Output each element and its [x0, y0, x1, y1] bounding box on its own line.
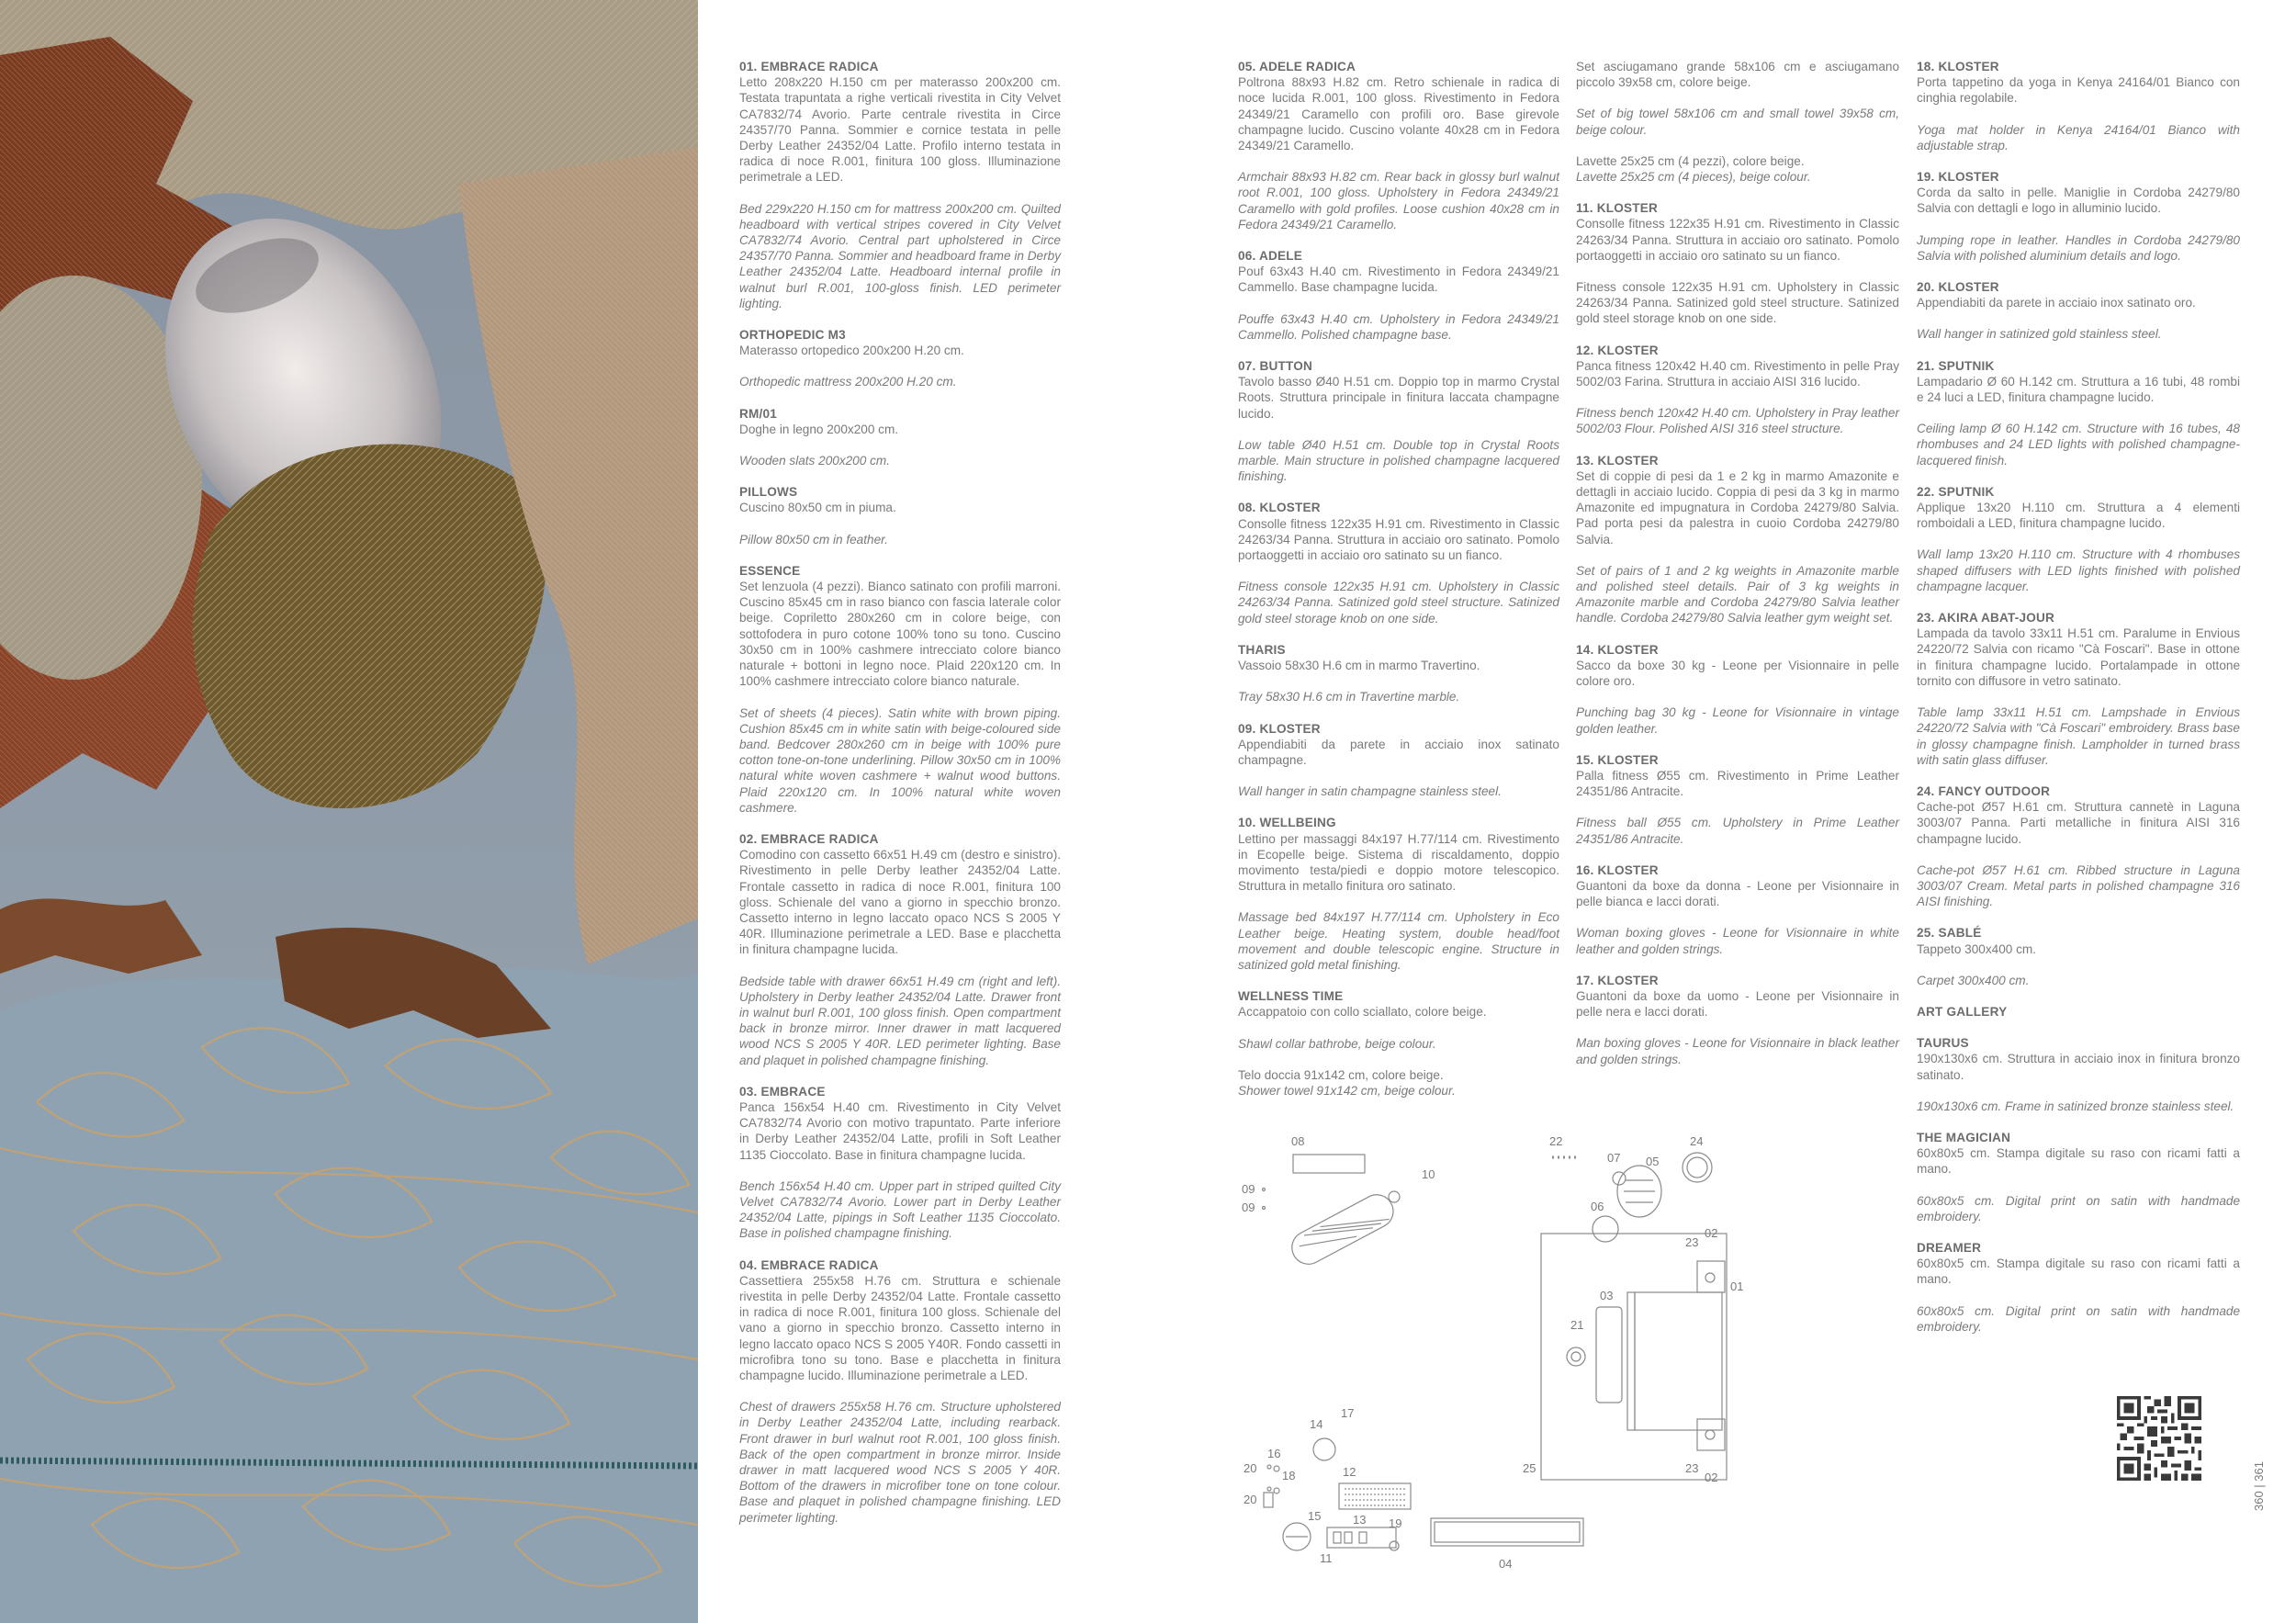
entry-text-english: Set of pairs of 1 and 2 kg weights in Amazonite marble and polished steel details. Pair of 3 kg weights in Amazonite marble and Cordoba 24279/80 Salvia leather handle. Cordoba 24279/80 Salvia leather gym weight set. [1576, 563, 1899, 626]
entry-text-italian: Fitness console 122x35 H.91 cm. Upholstery in Classic 24263/34 Panna. Satinized gold steel structure. Satinized gold steel storage knob on one side. [1576, 280, 1899, 326]
entry-text-english: Yoga mat holder in Kenya 24164/01 Bianco with adjustable strap. [1917, 122, 2240, 152]
entry-text-english: Wall hanger in satinized gold stainless steel. [1917, 327, 2162, 342]
plan-label: 21 [1570, 1318, 1584, 1332]
entry-heading: 08. KLOSTER [1238, 501, 1321, 515]
entry-text-english: Fitness bench 120x42 H.40 cm. Upholstery in Pray leather 5002/03 Flour. Polished AISI 316 steel structure. [1576, 406, 1899, 436]
catalog-entry [1917, 1130, 2240, 1224]
entry-text-italian: Panca fitness 120x42 H.40 cm. Rivestimento in pelle Pray 5002/03 Farina. Struttura in acciaio AISI 316 lucido. [1576, 358, 1899, 389]
text-column-3 [1576, 59, 1899, 1083]
catalog-entry [1917, 358, 2240, 468]
qr-code-icon[interactable] [2117, 1396, 2201, 1481]
plan-label: 09 [1242, 1200, 1255, 1214]
plan-label: 15 [1308, 1509, 1322, 1523]
catalog-entry [739, 327, 1061, 390]
entry-heading: 18. KLOSTER [1917, 60, 1999, 73]
entry-text-english: Shower towel 91x142 cm, beige colour. [1238, 1083, 1456, 1098]
entry-heading: WELLNESS TIME [1238, 989, 1344, 1004]
plan-label: 03 [1600, 1289, 1614, 1302]
catalog-entry [1238, 721, 1559, 800]
entry-text-english: Cache-pot Ø57 H.61 cm. Ribbed structure in Laguna 3003/07 Cream. Metal parts in polished champagne 316 AISI finishing. [1917, 862, 2240, 909]
entry-heading: ORTHOPEDIC M3 [739, 328, 846, 343]
entry-heading: 10. WELLBEING [1238, 816, 1336, 830]
entry-text-english: Low table Ø40 H.51 cm. Double top in Crystal Roots marble. Main structure in polished champagne lacquered finishing. [1238, 437, 1559, 484]
entry-heading: 13. KLOSTER [1576, 453, 1659, 468]
catalog-entry [739, 1084, 1061, 1242]
plan-label: 10 [1422, 1167, 1435, 1181]
entry-text-english: Pillow 80x50 cm in feather. [739, 532, 888, 547]
entry-text-italian: Palla fitness Ø55 cm. Rivestimento in Prime Leather 24351/86 Antracite. [1576, 768, 1899, 799]
catalog-entry [1917, 1035, 2240, 1114]
entry-text-english: 60x80x5 cm. Digital print on satin with handmade embroidery. [1917, 1193, 2240, 1223]
entry-heading: THE MAGICIAN [1917, 1130, 2011, 1144]
entry-text-english: Tray 58x30 H.6 cm in Travertine marble. [1238, 690, 1460, 704]
catalog-entry [1238, 988, 1559, 1099]
entry-text-italian: Consolle fitness 122x35 H.91 cm. Rivestimento in Classic 24263/34 Panna. Struttura in acciaio oro satinato. Pomolo portaoggetti in acciaio oro satinato su un fianco. [1576, 217, 1899, 263]
entry-text-english: 60x80x5 cm. Digital print on satin with handmade embroidery. [1917, 1303, 2240, 1334]
plan-label: 18 [1282, 1469, 1296, 1482]
catalog-entry [1238, 815, 1559, 973]
catalog-entry [1917, 1240, 2240, 1335]
plan-label: 11 [1320, 1551, 1333, 1565]
entry-text-english: Set of big towel 58x106 cm and small towel 39x58 cm, beige colour. [1576, 107, 1899, 137]
plan-label: 05 [1646, 1155, 1660, 1168]
plan-label: 02 [1705, 1471, 1718, 1484]
plan-label: 17 [1341, 1406, 1355, 1420]
plan-label: 22 [1549, 1134, 1563, 1148]
entry-text-italian: Set asciugamano grande 58x106 cm e asciugamano piccolo 39x58 cm, colore beige. [1576, 60, 1899, 90]
entry-text-italian: Lampadario Ø 60 H.142 cm. Struttura a 16 tubi, 48 rombi e 24 luci a LED, finitura champagne lucido. [1917, 374, 2240, 405]
catalog-entry [739, 1257, 1061, 1526]
entry-text-english: Man boxing gloves - Leone for Visionnaire in black leather and golden strings. [1576, 1036, 1899, 1066]
entry-text-english: Pouffe 63x43 H.40 cm. Upholstery in Fedora 24349/21 Cammello. Polished champagne base. [1238, 311, 1559, 342]
entry-text-english: Set of sheets (4 pieces). Satin white with brown piping. Cushion 85x45 cm in white satin with beige-coloured side band. Bedcover 280x260 cm in beige with 100% pure cotton tone-on-tone underlining. Pillow 30x50 cm in 100% natural white woven cashmere + walnut wood buttons. Plaid 220x120 cm. In 100% natural white woven cashmere. [739, 705, 1061, 815]
catalog-entry [739, 484, 1061, 547]
entry-text-italian: Set di coppie di pesi da 1 e 2 kg in marmo Amazonite e dettagli in acciaio lucido. Coppia di pesi da 3 kg in marmo Amazonite ed impugnatura in Cordoba 24279/80 Salvia. Pad porta pesi da palestra in cuoio Cordoba 24279/80 Salvia. [1576, 468, 1899, 547]
catalog-entry [1576, 200, 1899, 326]
entry-heading: ESSENCE [739, 563, 801, 578]
catalog-entry [1576, 973, 1899, 1067]
entry-heading: 06. ADELE [1238, 249, 1303, 264]
entry-heading: 16. KLOSTER [1576, 862, 1659, 877]
catalog-entry [1576, 752, 1899, 847]
catalog-entry [1238, 500, 1559, 626]
entry-text-english: Fitness ball Ø55 cm. Upholstery in Prime Leather 24351/86 Antracite. [1576, 816, 1899, 846]
entry-heading: 22. SPUTNIK [1917, 484, 1995, 499]
entry-text-italian: Doghe in legno 200x200 cm. [739, 422, 899, 436]
entry-text-italian: Poltrona 88x93 H.82 cm. Retro schienale in radica di noce lucida R.001, 100 gloss. Rivestimento in Fedora 24349/21 Caramello con profili oro. Base girevole champagne lucido. Cuscino volante 40x28 cm in Fedora 24349/21 Caramello. [1238, 75, 1559, 153]
entry-text-italian: Telo doccia 91x142 cm, colore beige. [1238, 1067, 1444, 1082]
entry-text-italian: Consolle fitness 122x35 H.91 cm. Rivestimento in Classic 24263/34 Panna. Struttura in acciaio oro satinato. Pomolo portaoggetti in acciaio oro satinato su un fianco. [1238, 516, 1559, 563]
entry-text-italian: Panca 156x54 H.40 cm. Rivestimento in City Velvet CA7832/74 Avorio con motivo trapuntato. Parte inferiore in Derby Leather 24352/04 Latte, profili in Soft Leather 1135 Cioccolato. Base in finitura champagne lucida. [739, 1099, 1061, 1162]
entry-heading: 11. KLOSTER [1576, 201, 1659, 216]
plan-label: 25 [1523, 1461, 1536, 1475]
entry-text-italian: Set lenzuola (4 pezzi). Bianco satinato con profili marroni. Cuscino 85x45 cm in raso bianco con fascia laterale color beige. Copriletto 280x260 cm in colore beige, con sottofodera in puro cotone 100% tono su tono. Cuscino 30x50 cm in 100% cashmere intrecciato colore bianco naturale + bottoni in legno noce. Plaid 220x120 cm. In 100% cashmere intrecciato colore bianco naturale. [739, 580, 1061, 689]
catalog-entry [1238, 642, 1559, 705]
plan-label: 23 [1685, 1235, 1699, 1249]
artwork-image [0, 0, 698, 1623]
entry-heading: 01. EMBRACE RADICA [739, 60, 879, 73]
text-column-2 [1238, 59, 1559, 1114]
entry-text-italian: Appendiabiti da parete in acciaio inox satinato champagne. [1238, 737, 1559, 767]
entry-text-english: Bed 229x220 H.150 cm for mattress 200x200 cm. Quilted headboard with vertical stripes covered in City Velvet CA7832/74 Avorio. Central part upholstered in Circe 24357/70 Panna. Sommier and headboard frame in Derby Leather 24352/04 Latte. Headboard internal profile in walnut burl R.001, 100-gloss finish. LED perimeter lighting. [739, 201, 1061, 310]
entry-text-italian: Accappatoio con collo sciallato, colore beige. [1238, 1005, 1487, 1020]
entry-text-english: Shawl collar bathrobe, beige colour. [1238, 1036, 1436, 1051]
entry-text-english: Chest of drawers 255x58 H.76 cm. Structure upholstered in Derby Leather 24352/04 Latte, including rearback. Front drawer in burl walnut root R.001, 100 gloss finish. Back of the open compartment in bronze mirror. Inside drawer in matt lacquered wood NCS S 2005 Y 40R. Bottom of the drawers in microfiber tone on tone colour. Base and plaquet in polished champagne finishing. LED perimeter lighting. [739, 1400, 1061, 1525]
entry-text-english: 190x130x6 cm. Frame in satinized bronze stainless steel. [1917, 1099, 2234, 1113]
plan-label: 12 [1343, 1465, 1356, 1479]
entry-heading: 04. EMBRACE RADICA [739, 1257, 879, 1272]
text-column-1 [739, 59, 1061, 1541]
entry-heading: 19. KLOSTER [1917, 170, 1999, 185]
entry-text-italian: Sacco da boxe 30 kg - Leone per Visionnaire in pelle colore oro. [1576, 658, 1899, 689]
entry-text-italian: 60x80x5 cm. Stampa digitale su raso con ricami fatti a mano. [1917, 1146, 2240, 1177]
entry-text-english: Jumping rope in leather. Handles in Cordoba 24279/80 Salvia with polished aluminium details and logo. [1917, 232, 2240, 263]
entry-text-italian: Tappeto 300x400 cm. [1917, 941, 2036, 956]
entry-text-italian: 60x80x5 cm. Stampa digitale su raso con ricami fatti a mano. [1917, 1257, 2240, 1287]
entry-text-english: Wall lamp 13x20 H.110 cm. Structure with 4 rhombuses shaped diffusers with LED lights finished with polished champagne lacquer. [1917, 547, 2240, 593]
entry-heading: ART GALLERY [1917, 1004, 2008, 1019]
entry-text-italian: Corda da salto in pelle. Maniglie in Cordoba 24279/80 Salvia con dettagli e logo in alluminio lucido. [1917, 186, 2240, 216]
entry-text-english: Bench 156x54 H.40 cm. Upper part in striped quilted City Velvet CA7832/74 Avorio. Lower part in Derby Leather 24352/04 Latte, pipings in Soft Leather 1135 Cioccolato. Base in polished champagne finishing. [739, 1178, 1061, 1241]
entry-text-english: Lavette 25x25 cm (4 pieces), beige colour. [1576, 170, 1811, 185]
entry-heading: 07. BUTTON [1238, 359, 1313, 374]
catalog-entry [1917, 783, 2240, 909]
entry-heading: 14. KLOSTER [1576, 642, 1659, 657]
entry-text-italian: Cuscino 80x50 cm in piuma. [739, 501, 896, 515]
entry-text-english: Wooden slats 200x200 cm. [739, 454, 890, 468]
catalog-entry [1576, 59, 1899, 185]
entry-text-italian: Cache-pot Ø57 H.61 cm. Struttura cannetè in Laguna 3003/07 Panna. Parti metalliche in finitura AISI 316 champagne lucido. [1917, 800, 2240, 846]
entry-text-english: Woman boxing gloves - Leone for Visionnaire in white leather and golden strings. [1576, 926, 1899, 956]
catalog-entry [1917, 279, 2240, 343]
entry-text-italian: Guantoni da boxe da uomo - Leone per Visionnaire in pelle nera e lacci dorati. [1576, 988, 1899, 1020]
entry-text-english: Armchair 88x93 H.82 cm. Rear back in glossy burl walnut root R.001, 100 gloss. Upholstery in Fedora 24349/21 Caramello with gold profiles. Loose cushion 40x28 cm in Fedora 24349/21 Caramello. [1238, 170, 1559, 231]
catalog-entry [1576, 343, 1899, 437]
plan-label: 23 [1685, 1461, 1699, 1475]
plan-label: 20 [1244, 1493, 1257, 1506]
entry-text-italian: Tavolo basso Ø40 H.51 cm. Doppio top in marmo Crystal Roots. Struttura principale in finitura laccata champagne lucido. [1238, 375, 1559, 421]
catalog-entry [1576, 862, 1899, 957]
catalog-entry [1917, 610, 2240, 768]
entry-text-english: Ceiling lamp Ø 60 H.142 cm. Structure with 16 tubes, 48 rhombuses and 24 LED lights with polished champagne-lacquered finish. [1917, 422, 2240, 468]
plan-label: 01 [1730, 1279, 1744, 1293]
catalog-entry [1917, 59, 2240, 153]
entry-heading: THARIS [1238, 642, 1286, 657]
text-column-4 [1917, 59, 2240, 1350]
catalog-entry [1917, 169, 2240, 264]
entry-text-english: Wall hanger in satin champagne stainless steel. [1238, 784, 1502, 799]
plan-label: 06 [1591, 1200, 1604, 1213]
catalog-entry [1917, 484, 2240, 594]
entry-heading: 02. EMBRACE RADICA [739, 831, 879, 846]
entry-text-italian: Comodino con cassetto 66x51 H.49 cm (destro e sinistro). Rivestimento in pelle Derby leather 24352/04 Latte. Frontale cassetto in radica di noce R.001, finitura 100 gloss. Schienale del vano a giorno in specchio bronzo. Cassetto interno in legno laccato opaco NCS S 2005 Y 40R. Illuminazione perimetrale a LED. Base e placchetta in finitura champagne lucida. [739, 848, 1061, 957]
plan-label: 16 [1267, 1447, 1281, 1460]
entry-text-italian: Lavette 25x25 cm (4 pezzi), colore beige. [1576, 153, 1805, 168]
catalog-entry [739, 59, 1061, 311]
page-number: 360 | 361 [2252, 1461, 2266, 1511]
plan-label: 14 [1310, 1417, 1323, 1431]
entry-text-italian: Porta tappetino da yoga in Kenya 24164/01 Bianco con cinghia regolabile. [1917, 75, 2240, 106]
plan-label: 19 [1389, 1516, 1402, 1530]
catalog-entry [1238, 358, 1559, 484]
floor-plan [1231, 1125, 1763, 1584]
catalog-entry [1917, 925, 2240, 988]
entry-text-english: Carpet 300x400 cm. [1917, 973, 2030, 987]
entry-heading: 20. KLOSTER [1917, 280, 1999, 295]
entry-text-english: Fitness console 122x35 H.91 cm. Upholstery in Classic 24263/34 Panna. Satinized gold steel structure. Satinized gold steel storage knob on one side. [1238, 580, 1559, 626]
entry-heading: 17. KLOSTER [1576, 973, 1659, 987]
entry-heading: 21. SPUTNIK [1917, 358, 1995, 373]
entry-text-english: Table lamp 33x11 H.51 cm. Lampshade in Envious 24220/72 Salvia with "Cà Foscari" embroidery. Brass base in glossy champagne finish. Lampholder in turned brass with satin glass diffuser. [1917, 705, 2240, 767]
plan-label: 09 [1242, 1182, 1255, 1196]
catalog-entry [739, 563, 1061, 816]
catalog-entry [1576, 642, 1899, 737]
entry-text-italian: Cassettiera 255x58 H.76 cm. Struttura e schienale rivestita in pelle Derby 24352/04 Latte. Frontale cassetto in radica di noce R.001, finitura 100 gloss. Schienale del vano a giorno in specchio bronzo. Cassetto interno in legno laccato opaco NCS S 2005 Y40R. Fondo cassetti in microfibra tono su tono. Base e placchetta in finitura champagne lucido. Illuminazione perimetrale a LED. [739, 1273, 1061, 1383]
plan-label: 08 [1291, 1134, 1305, 1148]
plan-label: 04 [1499, 1557, 1513, 1571]
entry-text-italian: Materasso ortopedico 200x200 H.20 cm. [739, 344, 964, 358]
entry-heading: 12. KLOSTER [1576, 343, 1659, 357]
catalog-entry [1917, 1004, 2240, 1020]
entry-heading: 09. KLOSTER [1238, 721, 1321, 736]
plan-label: 24 [1690, 1134, 1704, 1148]
entry-heading: 24. FANCY OUTDOOR [1917, 783, 2051, 798]
entry-heading: DREAMER [1917, 1240, 1982, 1255]
catalog-entry [1576, 453, 1899, 626]
catalog-entry [739, 831, 1061, 1068]
entry-heading: 15. KLOSTER [1576, 752, 1659, 767]
entry-heading: 05. ADELE RADICA [1238, 60, 1356, 73]
entry-text-english: Massage bed 84x197 H.77/114 cm. Upholstery in Eco Leather beige. Heating system, double head/foot movement and double telescopic engine. Structure in satinized gold metal finishing. [1238, 910, 1559, 972]
entry-text-english: Orthopedic mattress 200x200 H.20 cm. [739, 375, 957, 389]
entry-text-italian: Letto 208x220 H.150 cm per materasso 200x200 cm. Testata trapuntata a righe verticali rivestita in City Velvet CA7832/74 Avorio. Parte centrale rivestita in Circe 24357/70 Panna. Sommier e cornice testata in pelle Derby Leather 24352/04 Latte. Profilo interno testata in radica di noce R.001, finitura 100 gloss. Illuminazione perimetrale a LED. [739, 75, 1061, 185]
entry-heading: 03. EMBRACE [739, 1084, 826, 1099]
entry-heading: RM/01 [739, 406, 778, 421]
entry-text-italian: Pouf 63x43 H.40 cm. Rivestimento in Fedora 24349/21 Cammello. Base champagne lucida. [1238, 265, 1559, 295]
plan-label: 02 [1705, 1226, 1718, 1240]
entry-text-italian: Appendiabiti da parete in acciaio inox satinato oro. [1917, 296, 2196, 310]
catalog-entry [1238, 248, 1559, 343]
entry-text-italian: Lampada da tavolo 33x11 H.51 cm. Paralume in Envious 24220/72 Salvia con ricamo "Cà Foscari". Base in ottone in finitura champagne lucido. Portalampade in ottone tornito con diffusore in vetro satinato. [1917, 626, 2240, 688]
entry-text-italian: 190x130x6 cm. Struttura in acciaio inox in finitura bronzo satinato. [1917, 1052, 2240, 1082]
entry-heading: 23. AKIRA ABAT-JOUR [1917, 611, 2055, 626]
plan-label: 20 [1244, 1461, 1257, 1475]
entry-heading: PILLOWS [739, 485, 798, 500]
entry-text-italian: Vassoio 58x30 H.6 cm in marmo Travertino. [1238, 659, 1480, 673]
entry-text-italian: Guantoni da boxe da donna - Leone per Visionnaire in pelle bianca e lacci dorati. [1576, 878, 1899, 909]
catalog-entry [1238, 59, 1559, 232]
plan-label: 13 [1353, 1513, 1367, 1527]
entry-heading: 25. SABLÉ [1917, 926, 1982, 941]
catalog-entry [739, 406, 1061, 469]
entry-text-italian: Applique 13x20 H.110 cm. Struttura a 4 elementi romboidali a LED, finitura champagne lucido. [1917, 501, 2240, 531]
entry-text-english: Bedside table with drawer 66x51 H.49 cm (right and left). Upholstery in Derby leather 24352/04 Latte. Drawer front in walnut burl R.001, 100 gloss finish. Open compartment back in bronze mirror. Inner drawer in matt lacquered wood NCS S 2005 Y 40R. LED perimeter lighting. Base and plaquet in polished champagne finishing. [739, 974, 1061, 1067]
entry-text-english: Punching bag 30 kg - Leone for Visionnaire in vintage golden leather. [1576, 705, 1899, 736]
entry-heading: TAURUS [1917, 1036, 1969, 1051]
entry-text-italian: Lettino per massaggi 84x197 H.77/114 cm. Rivestimento in Ecopelle beige. Sistema di riscaldamento, doppio movimento testa/piedi e doppio motore telescopico. Struttura in metallo finitura oro satinato. [1238, 831, 1559, 894]
plan-label: 07 [1607, 1151, 1621, 1165]
